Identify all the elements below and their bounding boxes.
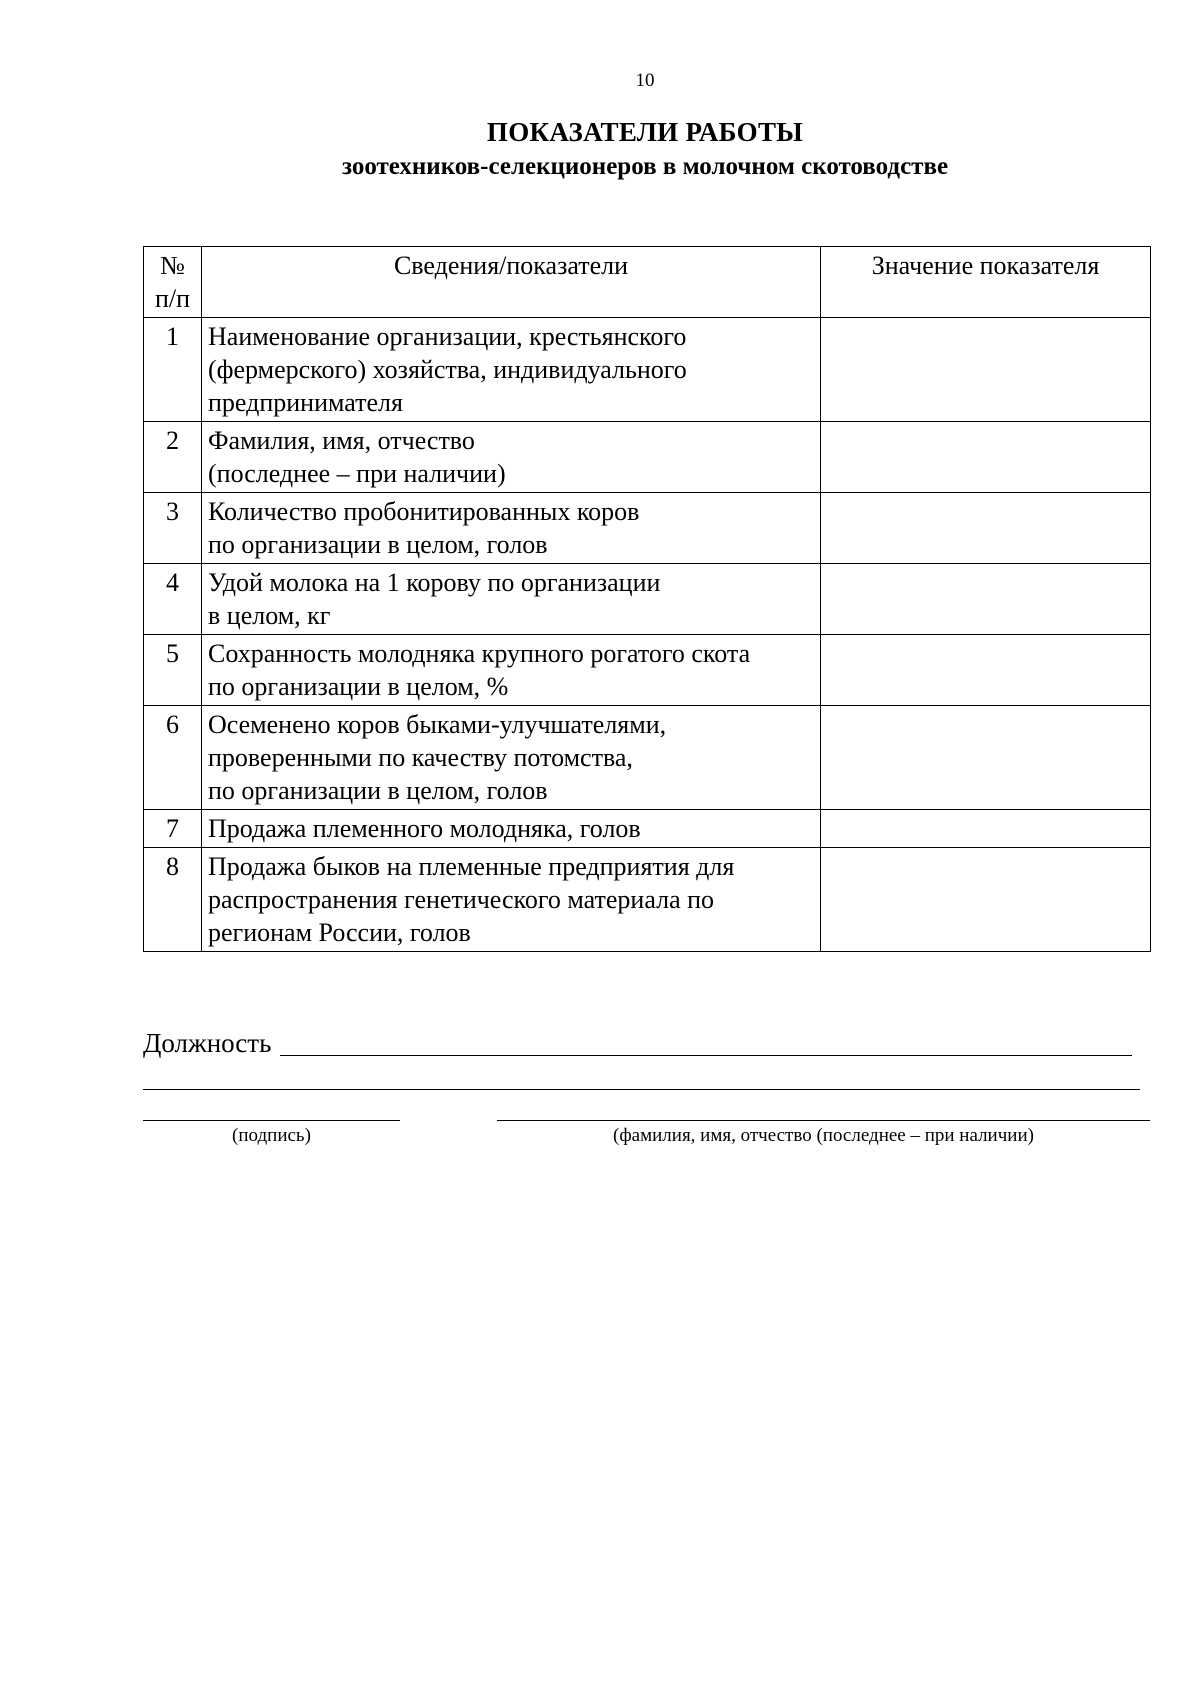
position-underline[interactable] <box>280 1055 1132 1056</box>
row-label: Осеменено коров быками-улучшателями, проверенными по качеству потомства, по организации в целом, голов <box>202 706 821 810</box>
table-row <box>144 706 1151 810</box>
page-number: 10 <box>635 70 655 91</box>
row-value-cell[interactable] <box>821 848 1151 952</box>
header-value: Значение показателя <box>821 247 1151 318</box>
header-number: № п/п <box>144 247 202 318</box>
row-label: Сохранность молодняка крупного рогатого скота по организации в целом, % <box>202 635 821 706</box>
indicators-table <box>143 246 1151 952</box>
signature-caption: (подпись) <box>232 1125 311 1146</box>
name-caption: (фамилия, имя, отчество (последнее – при наличии) <box>613 1125 1034 1146</box>
row-label: Количество пробонитированных коров по организации в целом, голов <box>202 493 821 564</box>
table-header-row <box>144 247 1151 318</box>
row-value-cell[interactable] <box>821 564 1151 635</box>
signature-underline[interactable] <box>143 1120 400 1121</box>
row-value-cell[interactable] <box>821 422 1151 493</box>
row-number: 2 <box>144 422 202 493</box>
row-value-cell[interactable] <box>821 493 1151 564</box>
row-value-cell[interactable] <box>821 810 1151 848</box>
document-title: ПОКАЗАТЕЛИ РАБОТЫ <box>486 117 804 147</box>
row-label: Фамилия, имя, отчество (последнее – при наличии) <box>202 422 821 493</box>
position-second-underline[interactable] <box>143 1089 1140 1090</box>
row-number: 3 <box>144 493 202 564</box>
header-indicator: Сведения/показатели <box>202 247 821 318</box>
row-label: Продажа племенного молодняка, голов <box>202 810 821 848</box>
row-label: Наименование организации, крестьянского (фермерского) хозяйства, индивидуального предпринимателя <box>202 318 821 422</box>
row-number: 6 <box>144 706 202 810</box>
position-label: Должность <box>143 1028 272 1058</box>
row-number: 8 <box>144 848 202 952</box>
row-label: Удой молока на 1 корову по организации в целом, кг <box>202 564 821 635</box>
table-row <box>144 564 1151 635</box>
table-row <box>144 635 1151 706</box>
document-subtitle: зоотехников-селекционеров в молочном скотоводстве <box>341 153 949 180</box>
row-number: 7 <box>144 810 202 848</box>
row-number: 1 <box>144 318 202 422</box>
table-row <box>144 810 1151 848</box>
row-label: Продажа быков на племенные предприятия для распространения генетического материала по регионам России, голов <box>202 848 821 952</box>
table-row <box>144 318 1151 422</box>
table-row <box>144 422 1151 493</box>
table-row <box>144 848 1151 952</box>
row-value-cell[interactable] <box>821 318 1151 422</box>
row-number: 5 <box>144 635 202 706</box>
row-value-cell[interactable] <box>821 706 1151 810</box>
row-number: 4 <box>144 564 202 635</box>
row-value-cell[interactable] <box>821 635 1151 706</box>
table-row <box>144 493 1151 564</box>
name-underline[interactable] <box>497 1120 1150 1121</box>
